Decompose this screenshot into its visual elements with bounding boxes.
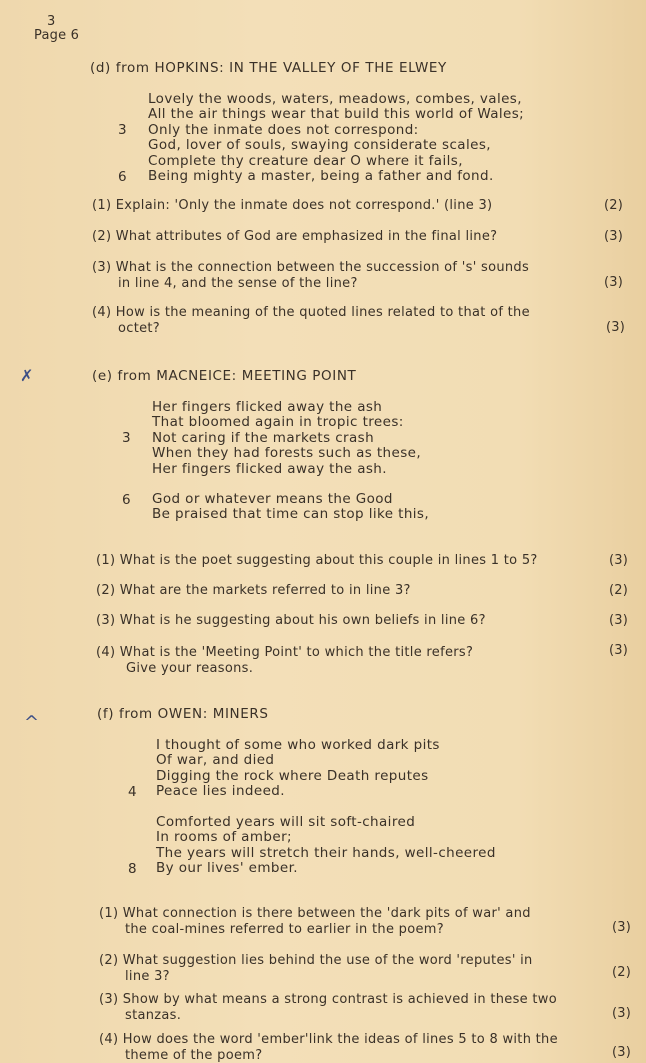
question-d3 xyxy=(92,260,529,291)
question-mark: (3) xyxy=(612,1045,631,1060)
poem-line: Only the inmate does not correspond: xyxy=(148,123,524,138)
question-f1 xyxy=(99,906,531,937)
line-number: 3 xyxy=(118,122,127,138)
section-e-poem-stanza2 xyxy=(152,492,429,523)
poem-line: All the air things wear that build this world of Wales; xyxy=(148,107,524,122)
question-mark: (2) xyxy=(604,198,623,213)
section-f-poem xyxy=(156,738,440,800)
section-e-poem xyxy=(152,400,421,477)
line-number: 6 xyxy=(118,169,127,185)
poem-line: Her fingers flicked away the ash xyxy=(152,400,421,415)
question-mark: (3) xyxy=(612,920,631,935)
poem-line: God, lover of souls, swaying considerate scales, xyxy=(148,138,524,153)
question-text: (2) What attributes of God are emphasized in the final line? xyxy=(92,229,497,245)
question-mark: (3) xyxy=(604,229,623,244)
poem-line: Digging the rock where Death reputes xyxy=(156,769,440,784)
poem-line: Being mighty a master, being a father and fond. xyxy=(148,169,524,184)
poem-line: Her fingers flicked away the ash. xyxy=(152,462,421,477)
line-number: 3 xyxy=(122,430,131,446)
question-text: line 3? xyxy=(99,969,533,985)
question-mark: (3) xyxy=(612,1006,631,1021)
section-d-title: (d) from HOPKINS: IN THE VALLEY OF THE ELWEY xyxy=(90,60,447,76)
tick-mark-icon: ^ xyxy=(24,712,39,733)
line-number: 8 xyxy=(128,861,137,877)
question-text: in line 4, and the sense of the line? xyxy=(92,276,529,292)
poem-line: In rooms of amber; xyxy=(156,830,496,845)
question-text: octet? xyxy=(92,321,530,337)
section-f-title: (f) from OWEN: MINERS xyxy=(97,706,269,722)
question-text: Give your reasons. xyxy=(96,661,473,677)
question-text: (4) How does the word 'ember'link the ideas of lines 5 to 8 with the xyxy=(99,1032,558,1048)
question-text: (4) How is the meaning of the quoted lines related to that of the xyxy=(92,305,530,321)
line-number: 4 xyxy=(128,784,137,800)
question-mark: (3) xyxy=(609,643,628,658)
question-text: (4) What is the 'Meeting Point' to which the title refers? xyxy=(96,645,473,661)
question-e4 xyxy=(96,645,473,676)
poem-line: I thought of some who worked dark pits xyxy=(156,738,440,753)
poem-line: God or whatever means the Good xyxy=(152,492,429,507)
question-e3 xyxy=(96,613,486,629)
question-text: (3) What is he suggesting about his own beliefs in line 6? xyxy=(96,613,486,629)
question-text: (1) What connection is there between the 'dark pits of war' and xyxy=(99,906,531,922)
question-text: theme of the poem? xyxy=(99,1048,558,1063)
question-text: (3) Show by what means a strong contrast is achieved in these two xyxy=(99,992,557,1008)
question-text: (2) What are the markets referred to in line 3? xyxy=(96,583,411,599)
question-f4 xyxy=(99,1032,558,1063)
poem-line: Peace lies indeed. xyxy=(156,784,440,799)
question-f2 xyxy=(99,953,533,984)
question-text: (3) What is the connection between the succession of 's' sounds xyxy=(92,260,529,276)
question-mark: (3) xyxy=(606,320,625,335)
question-d2 xyxy=(92,229,497,245)
section-d-poem xyxy=(148,92,524,184)
line-number: 6 xyxy=(122,492,131,508)
question-mark: (2) xyxy=(612,965,631,980)
poem-line: When they had forests such as these, xyxy=(152,446,421,461)
cross-mark-icon: ✗ xyxy=(20,366,33,385)
question-text: (1) Explain: 'Only the inmate does not correspond.' (line 3) xyxy=(92,198,492,214)
question-f3 xyxy=(99,992,557,1023)
question-mark: (3) xyxy=(604,275,623,290)
question-text: (1) What is the poet suggesting about this couple in lines 1 to 5? xyxy=(96,553,538,569)
question-text: (2) What suggestion lies behind the use of the word 'reputes' in xyxy=(99,953,533,969)
question-d1 xyxy=(92,198,492,214)
question-e2 xyxy=(96,583,411,599)
section-e-title: (e) from MACNEICE: MEETING POINT xyxy=(92,368,356,384)
poem-line: The years will stretch their hands, well-cheered xyxy=(156,846,496,861)
poem-line: That bloomed again in tropic trees: xyxy=(152,415,421,430)
question-mark: (3) xyxy=(609,553,628,568)
question-d4 xyxy=(92,305,530,336)
poem-line: Not caring if the markets crash xyxy=(152,431,421,446)
poem-line: Lovely the woods, waters, meadows, combes, vales, xyxy=(148,92,524,107)
section-f-poem-stanza2 xyxy=(156,815,496,877)
question-mark: (2) xyxy=(609,583,628,598)
header-page: Page 6 xyxy=(34,28,79,43)
poem-line: By our lives' ember. xyxy=(156,861,496,876)
question-mark: (3) xyxy=(609,613,628,628)
poem-line: Complete thy creature dear O where it fails, xyxy=(148,154,524,169)
poem-line: Be praised that time can stop like this, xyxy=(152,507,429,522)
question-e1 xyxy=(96,553,538,569)
poem-line: Comforted years will sit soft-chaired xyxy=(156,815,496,830)
question-text: stanzas. xyxy=(99,1008,557,1024)
question-text: the coal-mines referred to earlier in the poem? xyxy=(99,922,531,938)
header-number: 3 xyxy=(47,14,55,29)
poem-line: Of war, and died xyxy=(156,753,440,768)
